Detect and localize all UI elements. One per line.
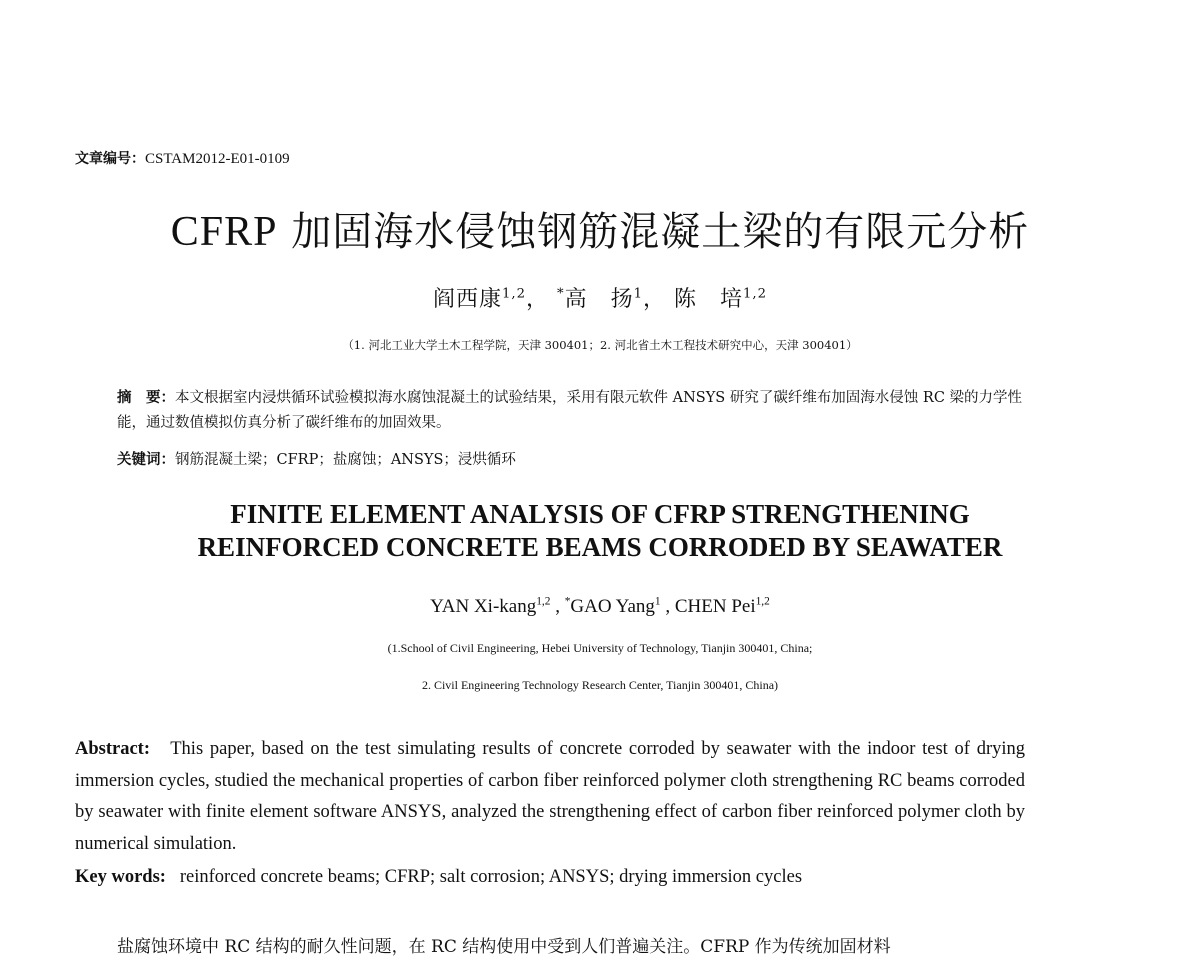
english-affiliation-line-1: (1.School of Civil Engineering, Hebei University of Technology, Tianjin 300401, China; bbox=[387, 641, 813, 655]
english-abstract-text: This paper, based on the test simulating results of concrete corroded by seawater with the indoor test of drying immersion cycles, studied the mechanical properties of carbon fiber reinforced polymer cloth strengthening RC beams corroded by seawater with finite element software ANSYS, analyzed the strengthening effect of carbon fiber reinforced polymer cloth by numerical simulation. bbox=[75, 739, 1025, 854]
english-authors bbox=[0, 596, 1200, 618]
article-number-value: CSTAM2012-E01-0109 bbox=[145, 151, 290, 167]
chinese-title bbox=[0, 200, 1200, 257]
english-affiliation-line-2: 2. Civil Engineering Technology Research Center, Tianjin 300401, China) bbox=[421, 678, 779, 692]
author-en-3: CHEN Pei$^{1,2}$ bbox=[674, 595, 770, 617]
author-en-2: *GAO Yang$^1$ , bbox=[564, 595, 675, 617]
chinese-abstract-text: 本文根据室内浸烘循环试验模拟海水腐蚀混凝土的试验结果，采用有限元软件 ANSYS 研究了碳纤维布加固海水侵蚀 RC 梁的力学性能，通过数值模拟仿真分析了碳纤维布的加固效果。 bbox=[117, 390, 1023, 431]
chinese-keywords-text: 钢筋混凝土梁；CFRP；盐腐蚀；ANSYS；浸烘循环 bbox=[175, 452, 516, 468]
article-number bbox=[75, 148, 290, 168]
author-cn-3: 陈 培$^{1,2}$ bbox=[674, 286, 768, 312]
chinese-abstract bbox=[117, 386, 1047, 436]
english-title-line-1: FINITE ELEMENT ANALYSIS OF CFRP STRENGTHENING bbox=[230, 499, 970, 529]
chinese-keywords bbox=[117, 448, 516, 469]
chinese-affiliations: （1. 河北工业大学土木工程学院，天津 300401；2. 河北省土木工程技术研究中心，天津 300401） bbox=[342, 338, 858, 352]
english-keywords bbox=[75, 867, 802, 888]
chinese-title-prefix: CFRP bbox=[170, 209, 278, 255]
english-keywords-text: reinforced concrete beams; CFRP; salt corrosion; ANSYS; drying immersion cycles bbox=[179, 867, 803, 887]
article-number-label: 文章编号： bbox=[75, 151, 145, 167]
chinese-title-main: 加固海水侵蚀钢筋混凝土梁的有限元分析 bbox=[291, 209, 1030, 255]
chinese-abstract-label: 摘 要： bbox=[117, 390, 175, 406]
english-abstract bbox=[75, 734, 1025, 860]
author-cn-1: 阎西康$^{1,2}$， bbox=[432, 286, 549, 312]
english-abstract-label: Abstract: bbox=[75, 739, 151, 759]
author-cn-2: *高 扬$^1$， bbox=[557, 286, 667, 312]
english-keywords-label: Key words: bbox=[75, 867, 166, 887]
english-title bbox=[0, 498, 1200, 564]
english-title-line-2: REINFORCED CONCRETE BEAMS CORRODED BY SEAWATER bbox=[197, 532, 1003, 562]
body-paragraph-first-line: 盐腐蚀环境中 RC 结构的耐久性问题，在 RC 结构使用中受到人们普遍关注。CFRP 作为传统加固材料 bbox=[117, 937, 891, 957]
chinese-authors bbox=[0, 282, 1200, 313]
chinese-keywords-label: 关键词： bbox=[117, 452, 175, 468]
author-en-1: YAN Xi-kang$^{1,2}$ , bbox=[430, 595, 565, 617]
